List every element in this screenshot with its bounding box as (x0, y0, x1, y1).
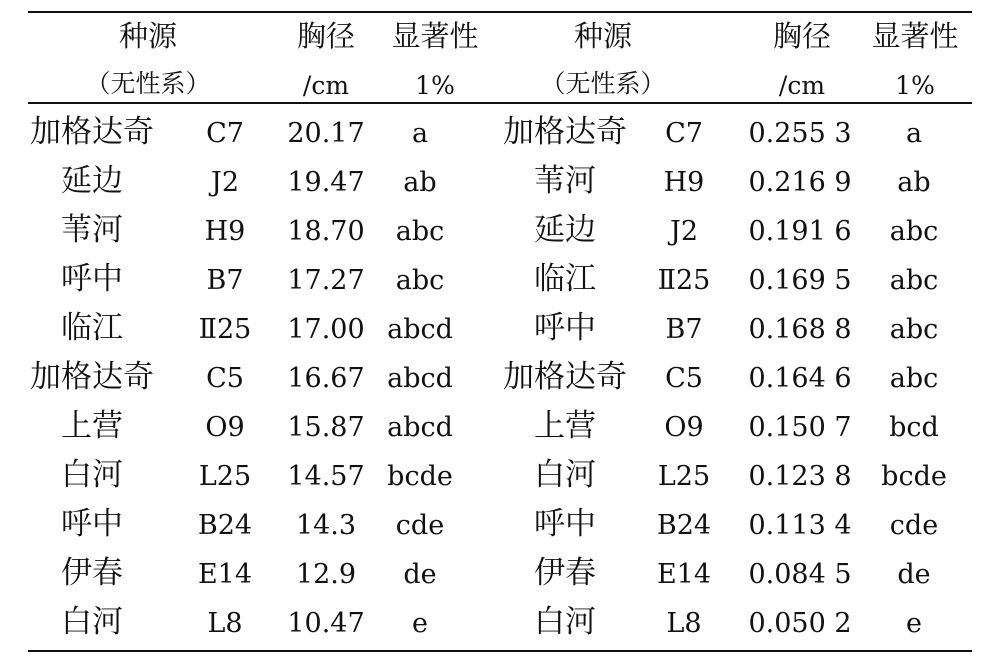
significance-cell: bcde (387, 461, 453, 492)
significance-cell: abc (889, 265, 939, 296)
source-cell: 伊春 (534, 555, 596, 591)
significance-cell: abc (395, 265, 445, 296)
bottom-rule (28, 650, 972, 652)
clone-cell: H9 (663, 167, 705, 198)
source-cell: 加格达奇 (30, 114, 154, 150)
header-dbh-unit-left: /cm (302, 71, 350, 100)
source-cell: 苇河 (61, 212, 123, 248)
value-cell: 0.050 2 (748, 608, 852, 639)
source-cell: 白河 (534, 604, 596, 640)
clone-cell: E14 (656, 559, 712, 590)
header-sig-level-right: 1% (895, 71, 935, 100)
clone-cell: Ⅱ25 (198, 314, 252, 345)
source-cell: 呼中 (61, 506, 123, 542)
significance-cell: abcd (387, 412, 453, 443)
value-cell: 12.9 (295, 559, 357, 590)
value-cell: 0.168 8 (748, 314, 852, 345)
clone-cell: L8 (207, 608, 243, 639)
value-cell: 15.87 (287, 412, 365, 443)
source-cell: 上营 (534, 408, 596, 444)
value-cell: 0.169 5 (748, 265, 852, 296)
value-cell: 0.084 5 (748, 559, 852, 590)
header-species-left: 种源 (118, 19, 178, 53)
clone-cell: B24 (656, 510, 712, 541)
source-cell: 白河 (534, 457, 596, 493)
value-cell: 14.3 (295, 510, 357, 541)
source-cell: 伊春 (61, 555, 123, 591)
header-sig-left: 显著性 (391, 19, 479, 53)
clone-cell: L8 (666, 608, 702, 639)
clone-cell: L25 (657, 461, 711, 492)
significance-cell: abc (395, 216, 445, 247)
source-cell: 白河 (61, 457, 123, 493)
header-clone-right: （无性系） (540, 69, 666, 98)
significance-cell: abc (889, 314, 939, 345)
header-rule (28, 102, 972, 104)
significance-cell: e (906, 608, 922, 639)
header-dbh-right: 胸径 (772, 19, 832, 53)
significance-cell: ab (897, 167, 931, 198)
header-clone-left: （无性系） (85, 69, 211, 98)
value-cell: 17.27 (287, 265, 365, 296)
significance-cell: e (412, 608, 428, 639)
clone-cell: J2 (669, 216, 699, 247)
significance-cell: bcde (881, 461, 947, 492)
header-species-right: 种源 (573, 19, 633, 53)
significance-cell: bcd (889, 412, 939, 443)
significance-cell: de (897, 559, 931, 590)
source-cell: 上营 (61, 408, 123, 444)
value-cell: 0.216 9 (748, 167, 852, 198)
clone-cell: J2 (210, 167, 240, 198)
clone-cell: B24 (197, 510, 253, 541)
header-dbh-left: 胸径 (296, 19, 356, 53)
source-cell: 呼中 (534, 506, 596, 542)
significance-cell: abcd (387, 314, 453, 345)
clone-cell: C5 (665, 363, 703, 394)
value-cell: 0.164 6 (748, 363, 852, 394)
source-cell: 延边 (61, 163, 123, 199)
source-cell: 白河 (61, 604, 123, 640)
clone-cell: H9 (204, 216, 246, 247)
significance-cell: ab (403, 167, 437, 198)
top-rule (28, 11, 972, 13)
value-cell: 16.67 (287, 363, 365, 394)
source-cell: 临江 (61, 310, 123, 346)
value-cell: 0.113 4 (748, 510, 852, 541)
source-cell: 呼中 (534, 310, 596, 346)
source-cell: 加格达奇 (503, 359, 627, 395)
value-cell: 0.150 7 (748, 412, 852, 443)
clone-cell: B7 (206, 265, 244, 296)
clone-cell: E14 (197, 559, 253, 590)
value-cell: 10.47 (287, 608, 365, 639)
source-cell: 加格达奇 (503, 114, 627, 150)
clone-cell: L25 (198, 461, 252, 492)
source-cell: 苇河 (534, 163, 596, 199)
source-cell: 临江 (534, 261, 596, 297)
clone-cell: C7 (206, 118, 244, 149)
significance-cell: abc (889, 216, 939, 247)
value-cell: 19.47 (287, 167, 365, 198)
header-sig-level-left: 1% (415, 71, 455, 100)
value-cell: 20.17 (287, 118, 365, 149)
value-cell: 18.70 (287, 216, 365, 247)
clone-cell: Ⅱ25 (657, 265, 711, 296)
significance-cell: a (411, 118, 429, 149)
value-cell: 0.123 8 (748, 461, 852, 492)
significance-cell: cde (889, 510, 939, 541)
significance-cell: cde (395, 510, 445, 541)
value-cell: 0.191 6 (748, 216, 852, 247)
significance-cell: abc (889, 363, 939, 394)
significance-cell: abcd (387, 363, 453, 394)
clone-cell: O9 (205, 412, 245, 443)
value-cell: 17.00 (287, 314, 365, 345)
significance-cell: de (403, 559, 437, 590)
source-cell: 呼中 (61, 261, 123, 297)
value-cell: 14.57 (287, 461, 365, 492)
header-dbh-unit-right: /cm (778, 71, 826, 100)
clone-cell: C5 (206, 363, 244, 394)
header-sig-right: 显著性 (871, 19, 959, 53)
source-cell: 延边 (534, 212, 596, 248)
significance-cell: a (905, 118, 923, 149)
clone-cell: O9 (664, 412, 704, 443)
source-cell: 加格达奇 (30, 359, 154, 395)
clone-cell: C7 (665, 118, 703, 149)
value-cell: 0.255 3 (748, 118, 852, 149)
clone-cell: B7 (665, 314, 703, 345)
